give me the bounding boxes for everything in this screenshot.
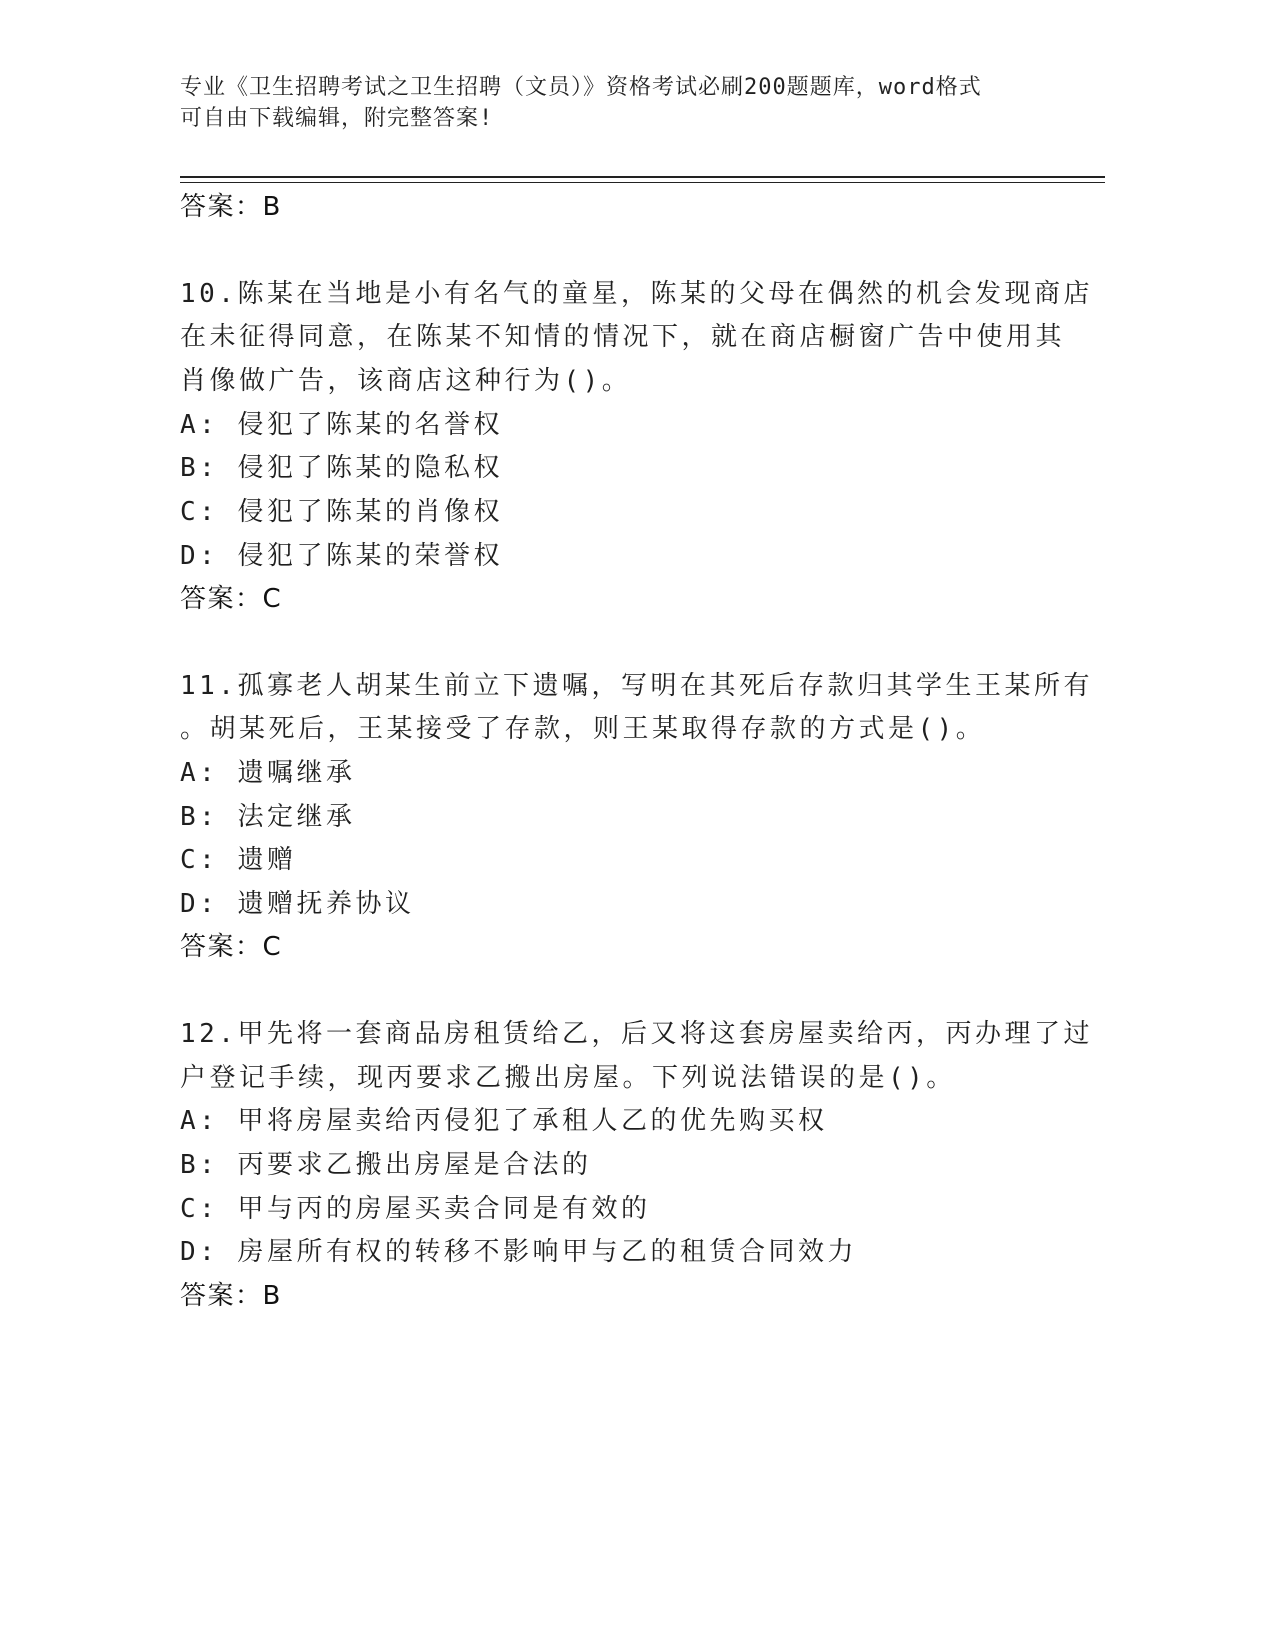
header-title-line-2: 可自由下载编辑，附完整答案! [180,106,494,131]
question-10-answer: 答案：C [180,584,283,614]
question-10-option-d: D: 侵犯了陈某的荣誉权 [180,541,503,571]
question-12-option-c: C: 甲与丙的房屋买卖合同是有效的 [180,1194,651,1224]
header-divider-thin [180,182,1105,183]
question-11-stem-line-2: 。胡某死后，王某接受了存款，则王某取得存款的方式是()。 [180,714,986,744]
question-11-option-a: A: 遗嘱继承 [180,758,356,788]
question-10-stem-line-2: 在未征得同意，在陈某不知情的情况下，就在商店橱窗广告中使用其 [180,322,1066,352]
previous-answer: 答案：B [180,192,282,222]
document-header [180,72,1050,134]
question-11-option-c: C: 遗赠 [180,845,297,875]
question-12-option-a: A: 甲将房屋卖给丙侵犯了承租人乙的优先购买权 [180,1106,828,1136]
header-title-line-1: 专业《卫生招聘考试之卫生招聘（文员）》资格考试必刷200题题库，word格式 [180,75,982,100]
question-10-stem-line-3: 肖像做广告，该商店这种行为()。 [180,366,632,396]
question-12-option-b: B: 丙要求乙搬出房屋是合法的 [180,1150,592,1180]
question-12-answer: 答案：B [180,1281,282,1311]
question-10-option-c: C: 侵犯了陈某的肖像权 [180,497,503,527]
question-11-answer: 答案：C [180,932,283,962]
question-12-stem-line-2: 户登记手续，现丙要求乙搬出房屋。下列说法错误的是()。 [180,1063,956,1093]
question-12-stem-line-1: 12.甲先将一套商品房租赁给乙，后又将这套房屋卖给丙，丙办理了过 [180,1019,1093,1049]
question-10-stem-line-1: 10.陈某在当地是小有名气的童星，陈某的父母在偶然的机会发现商店 [180,279,1093,309]
header-divider-thick [180,176,1105,178]
question-10-option-a: A: 侵犯了陈某的名誉权 [180,410,503,440]
question-12-option-d: D: 房屋所有权的转移不影响甲与乙的租赁合同效力 [180,1237,857,1267]
question-11-option-d: D: 遗赠抚养协议 [180,889,415,919]
question-10-option-b: B: 侵犯了陈某的隐私权 [180,453,503,483]
question-11-stem-line-1: 11.孤寡老人胡某生前立下遗嘱，写明在其死后存款归其学生王某所有 [180,671,1093,701]
question-11-option-b: B: 法定继承 [180,802,356,832]
